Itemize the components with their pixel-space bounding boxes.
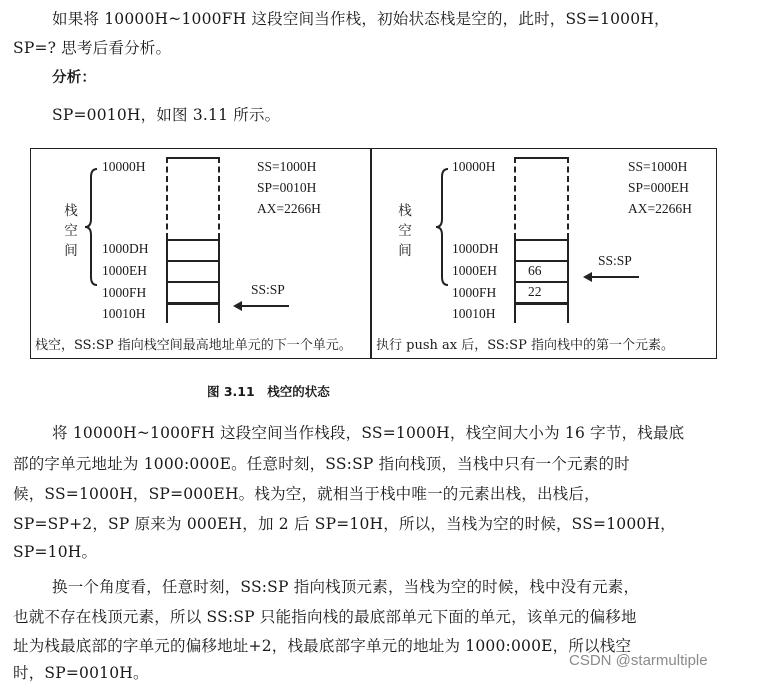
- address-1000dh: 1000DH: [102, 241, 149, 256]
- body-p2-line-4: 时，SP=0010H。: [13, 664, 149, 682]
- address-1000fh: 1000FH: [452, 285, 497, 300]
- body-p1-line-2: 部的字单元地址为 1000:000E。任意时刻，SS:SP 指向栈顶，当栈中只有一个元素的时: [13, 455, 630, 473]
- cell-1000eh: 66: [528, 263, 542, 278]
- intro-line-1: 如果将 10000H~1000FH 这段空间当作栈，初始状态栈是空的，此时，SS=1000H，: [52, 10, 670, 28]
- register-ss: SS=1000H: [628, 159, 688, 174]
- panel-after-push: [372, 149, 716, 358]
- caption-left: 栈空，SS:SP 指向栈空间最高地址单元的下一个单元。: [35, 338, 352, 353]
- brace-icon: [434, 167, 454, 287]
- body-p2-line-2: 也就不存在栈顶元素，所以 SS:SP 只能指向栈的最底部单元下面的单元，该单元的偏移地: [13, 608, 637, 626]
- panel-stack-empty: [31, 149, 370, 358]
- address-10010h: 10010H: [452, 306, 496, 321]
- cell-1000fh: 22: [528, 284, 542, 299]
- stack-space-label: 栈 空 间: [398, 203, 412, 259]
- register-sp: SP=0010H: [257, 180, 317, 195]
- register-ax: AX=2266H: [628, 201, 692, 216]
- address-10000h: 10000H: [102, 159, 146, 174]
- body-p1-line-1: 将 10000H~1000FH 这段空间当作栈段，SS=1000H，栈空间大小为 16 字节，栈最底: [52, 424, 685, 442]
- body-p2-line-3: 址为栈最底部的字单元的偏移地址+2，栈最底部字单元的地址为 1000:000E，所以栈空: [13, 637, 632, 655]
- caption-right: 执行 push ax 后，SS:SP 指向栈中的第一个元素。: [376, 338, 674, 353]
- register-sp: SP=000EH: [628, 180, 689, 195]
- address-1000dh: 1000DH: [452, 241, 499, 256]
- analysis-answer: SP=0010H，如图 3.11 所示。: [52, 106, 281, 124]
- figure-3-11: [30, 148, 717, 359]
- stack-column: [166, 157, 220, 323]
- stack-space-label: 栈 空 间: [64, 203, 78, 259]
- brace-icon: [83, 167, 103, 287]
- pointer-arrow-icon: [591, 276, 639, 278]
- register-ax: AX=2266H: [257, 201, 321, 216]
- address-1000fh: 1000FH: [102, 285, 147, 300]
- address-10010h: 10010H: [102, 306, 146, 321]
- address-10000h: 10000H: [452, 159, 496, 174]
- address-1000eh: 1000EH: [452, 263, 497, 278]
- body-p1-line-3: 候，SS=1000H，SP=000EH。栈为空，就相当于栈中唯一的元素出栈，出栈后，: [13, 485, 600, 503]
- pointer-label: SS:SP: [598, 253, 632, 268]
- register-ss: SS=1000H: [257, 159, 317, 174]
- watermark: CSDN @starmultiple: [569, 652, 708, 669]
- body-p1-line-5: SP=10H。: [13, 543, 98, 561]
- analysis-heading: 分析：: [52, 70, 97, 86]
- address-1000eh: 1000EH: [102, 263, 147, 278]
- body-p1-line-4: SP=SP+2，SP 原来为 000EH，加 2 后 SP=10H，所以，当栈为空的时候，SS=1000H，: [13, 515, 676, 533]
- pointer-arrow-icon: [241, 305, 289, 307]
- body-p2-line-1: 换一个角度看，任意时刻，SS:SP 指向栈顶元素，当栈为空的时候，栈中没有元素，: [52, 578, 640, 596]
- figure-title: 图 3.11 栈空的状态: [207, 384, 330, 399]
- intro-line-2: SP=? 思考后看分析。: [13, 39, 172, 57]
- pointer-label: SS:SP: [251, 282, 285, 297]
- stack-column: [514, 157, 568, 323]
